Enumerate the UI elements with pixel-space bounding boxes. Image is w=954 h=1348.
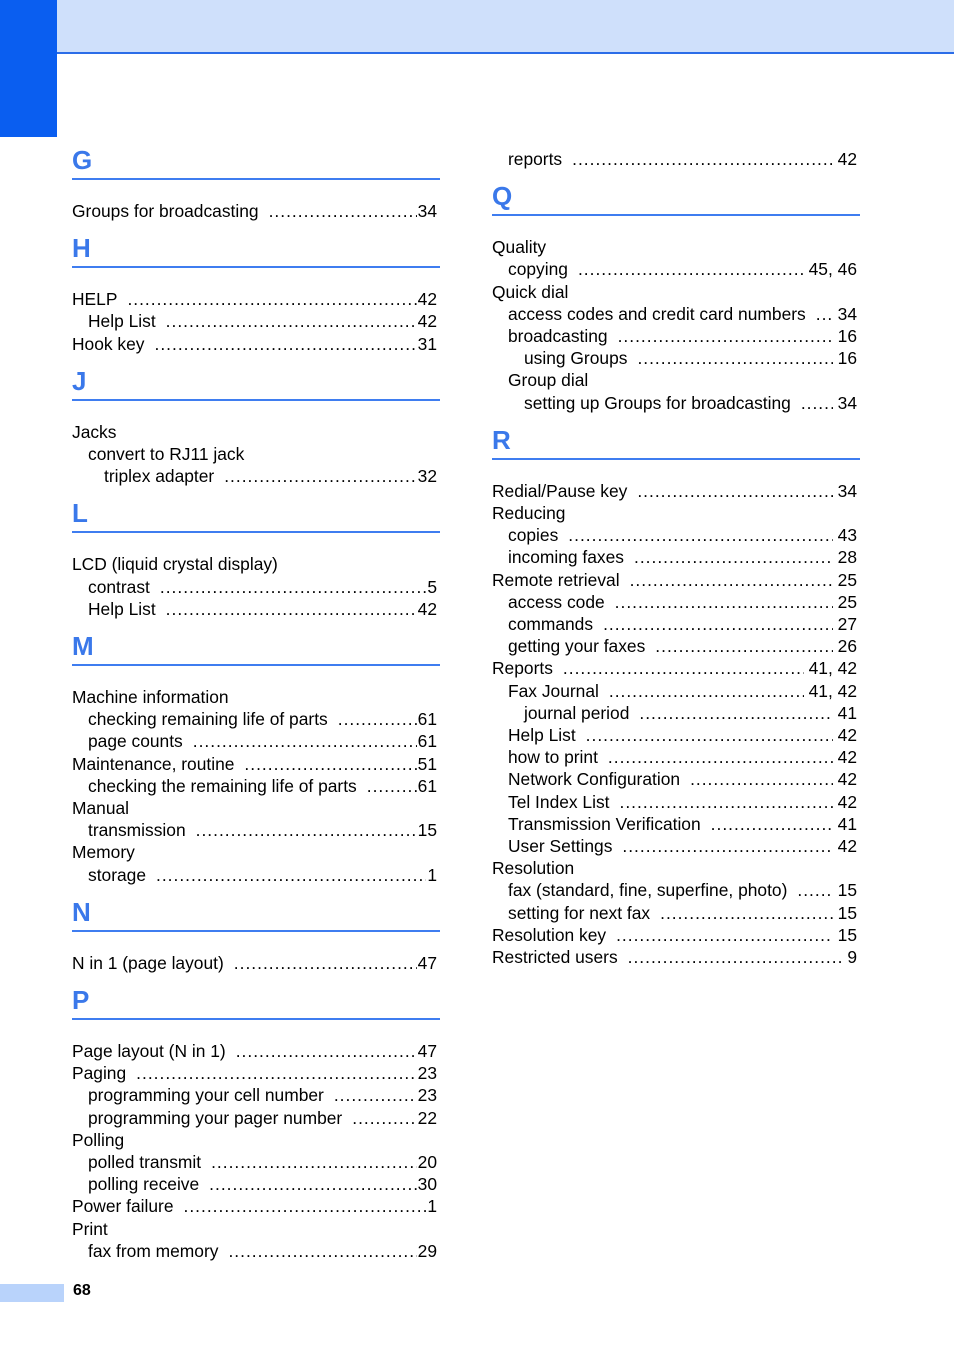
index-entry-page: 15 [837, 924, 857, 945]
index-entry-page: 15 [837, 880, 857, 901]
index-entry [492, 502, 857, 524]
dot-leader [655, 635, 832, 657]
index-entry-label: journal period [524, 702, 630, 723]
index-entry-label: Transmission Verification [508, 813, 701, 834]
index-entry [508, 813, 857, 835]
index-entry [508, 791, 857, 813]
index-entry-page: 34 [837, 480, 857, 501]
dot-leader [156, 864, 426, 886]
index-entry [508, 148, 857, 170]
index-entry-label: Jacks [72, 421, 117, 442]
section-divider [72, 178, 440, 180]
dot-leader [563, 657, 804, 679]
index-entry-page: 34 [837, 303, 857, 324]
index-entry-label: Paging [72, 1063, 127, 1084]
index-entry-page: 15 [837, 902, 857, 923]
index-entry-label: Groups for broadcasting [72, 201, 259, 221]
index-entry-label: convert to RJ11 jack [88, 444, 245, 464]
section-letter-n: N [72, 896, 91, 927]
index-entry [524, 347, 857, 369]
index-entry-label: Maintenance, routine [72, 753, 235, 774]
index-entry [88, 310, 437, 332]
section-divider [492, 214, 860, 216]
index-entry [72, 333, 437, 355]
index-entry-page: 16 [837, 348, 857, 369]
footer-bar [0, 1284, 64, 1302]
index-entry-page: 61 [417, 775, 437, 796]
dot-leader [615, 591, 833, 613]
index-entry-label: Fax Journal [508, 680, 599, 701]
index-entry [492, 857, 857, 879]
chapter-tab [0, 0, 57, 137]
index-entry-label: polled transmit [88, 1152, 202, 1172]
index-entry-page: 1 [427, 864, 437, 885]
header-band [0, 0, 954, 54]
index-entry-label: Help List [88, 311, 156, 332]
index-entry [88, 819, 437, 841]
index-entry-page: 42 [837, 747, 857, 768]
index-entry-label: access codes and credit card numbers [508, 303, 806, 324]
index-entry [508, 258, 857, 280]
section-letter-m: M [72, 631, 94, 661]
dot-leader [352, 1107, 416, 1129]
index-entry-label: Quick dial [492, 281, 569, 302]
dot-leader [620, 791, 833, 813]
index-entry [508, 879, 857, 901]
index-entry [508, 902, 857, 924]
index-entry [508, 746, 857, 768]
index-entry-page: 25 [837, 569, 857, 590]
index-entry-label: Polling [72, 1129, 125, 1150]
index-entry-page: 47 [417, 1041, 437, 1061]
index-entry [104, 465, 437, 487]
index-entry [88, 443, 437, 465]
dot-leader [639, 702, 832, 724]
dot-leader [367, 775, 417, 797]
index-entry [72, 753, 437, 775]
index-entry-page: 42 [417, 598, 437, 619]
index-entry-label: setting for next fax [508, 902, 651, 923]
index-entry-label: Memory [72, 842, 135, 863]
index-entry [492, 924, 857, 946]
dot-leader [586, 724, 833, 746]
index-entry-label: Power failure [72, 1196, 174, 1217]
index-entry [524, 392, 857, 414]
dot-leader [797, 879, 832, 901]
index-entry-label: incoming faxes [508, 547, 624, 568]
index-entry-label: reports [508, 149, 563, 169]
dot-leader [568, 524, 832, 546]
index-entry-label: HELP [72, 289, 118, 310]
index-entry-page: 30 [417, 1174, 437, 1195]
dot-leader [228, 1240, 416, 1262]
index-entry-label: checking remaining life of parts [88, 709, 328, 730]
index-entry [72, 1195, 437, 1217]
section-divider [72, 531, 440, 533]
dot-leader [236, 1040, 417, 1062]
index-entry-page: 23 [417, 1085, 437, 1106]
index-entry [88, 1107, 437, 1129]
dot-leader [609, 680, 804, 702]
dot-leader [660, 902, 833, 924]
index-entry-page: 42 [837, 725, 857, 745]
index-entry-label: Help List [88, 598, 156, 619]
page-number: 68 [73, 1282, 91, 1299]
index-entry-page: 31 [417, 333, 437, 354]
index-entry-page: 47 [417, 952, 437, 973]
index-entry-page: 61 [417, 709, 437, 730]
index-entry-label: copies [508, 525, 559, 546]
index-entry-label: Reducing [492, 503, 566, 523]
index-entry-label: Quality [492, 237, 547, 258]
index-entry-page: 5 [427, 576, 437, 597]
dot-leader [616, 924, 833, 946]
index-entry-label: fax (standard, fine, superfine, photo) [508, 880, 788, 901]
index-entry-page: 22 [417, 1107, 437, 1128]
index-entry-label: Page layout (N in 1) [72, 1041, 226, 1061]
dot-leader [711, 813, 833, 835]
index-entry-label: checking the remaining life of parts [88, 775, 357, 796]
index-entry-label: Print [72, 1218, 108, 1239]
index-entry-page: 42 [417, 311, 437, 332]
dot-leader [334, 1084, 417, 1106]
index-entry [508, 303, 857, 325]
index-entry-page: 42 [837, 791, 857, 812]
index-entry [72, 1218, 437, 1240]
index-entry-label: contrast [88, 576, 150, 597]
dot-leader [578, 258, 804, 280]
index-entry-label: Reports [492, 658, 553, 679]
dot-leader [816, 303, 833, 325]
index-entry-label: Resolution key [492, 924, 607, 945]
index-entry [88, 1173, 437, 1195]
index-entry [492, 657, 857, 679]
index-entry [508, 768, 857, 790]
index-entry [72, 1062, 437, 1084]
section-letter-l: L [72, 498, 88, 529]
section-letter-h: H [72, 233, 91, 264]
index-entry [72, 1129, 437, 1151]
index-entry [492, 480, 857, 502]
index-entry-label: Resolution [492, 858, 575, 879]
section-divider [72, 664, 440, 666]
index-entry [492, 236, 857, 258]
section-divider [492, 458, 860, 460]
dot-leader [630, 569, 833, 591]
dot-leader [603, 613, 833, 635]
dot-leader [196, 819, 417, 841]
index-entry-label: programming your pager number [88, 1107, 343, 1128]
index-entry-label: programming your cell number [88, 1085, 324, 1106]
dot-leader [193, 730, 417, 752]
index-entry-page: 34 [837, 392, 857, 413]
index-entry-label: Redial/Pause key [492, 480, 628, 501]
index-entry [88, 1240, 437, 1262]
index-entry-label: Hook key [72, 333, 145, 354]
index-entry [508, 546, 857, 568]
index-entry [72, 288, 437, 310]
dot-leader [628, 946, 843, 968]
index-entry-page: 16 [837, 326, 857, 346]
index-entry [72, 421, 437, 443]
index-entry [72, 200, 437, 222]
index-entry-label: triplex adapter [104, 466, 215, 487]
index-entry-page: 15 [417, 820, 437, 841]
section-letter-q: Q [492, 181, 513, 212]
dot-leader [608, 746, 833, 768]
dot-leader [155, 333, 417, 355]
index-entry [508, 680, 857, 702]
section-divider [72, 1018, 440, 1020]
dot-leader [166, 598, 417, 620]
dot-leader [127, 288, 416, 310]
index-entry-label: transmission [88, 820, 186, 841]
index-entry-page: 45, 46 [808, 259, 857, 280]
index-entry [88, 775, 437, 797]
section-letter-r: R [492, 424, 511, 455]
index-entry-label: Machine information [72, 687, 229, 707]
index-entry-page: 29 [417, 1240, 437, 1261]
index-entry-page: 23 [417, 1063, 437, 1084]
dot-leader [572, 148, 833, 170]
index-entry [72, 797, 437, 819]
index-entry [508, 325, 857, 347]
section-letter-p: P [72, 985, 90, 1015]
index-entry [88, 598, 437, 620]
dot-leader [618, 325, 833, 347]
index-entry-page: 42 [837, 836, 857, 856]
section-divider [72, 930, 440, 932]
index-entry [508, 591, 857, 613]
index-entry-page: 25 [837, 591, 857, 612]
index-entry [492, 946, 857, 968]
index-entry-label: LCD (liquid crystal display) [72, 554, 278, 575]
index-entry-label: Tel Index List [508, 791, 610, 812]
index-entry [508, 613, 857, 635]
index-entry-label: polling receive [88, 1174, 200, 1195]
index-entry-label: using Groups [524, 348, 628, 369]
index-entry-label: Network Configuration [508, 769, 681, 790]
index-entry-page: 43 [837, 525, 857, 546]
dot-leader [801, 392, 833, 414]
dot-leader [244, 753, 416, 775]
index-entry-page: 51 [417, 753, 437, 774]
dot-leader [166, 310, 417, 332]
dot-leader [637, 480, 832, 502]
index-entry [508, 724, 857, 746]
index-entry-page: 41, 42 [808, 658, 857, 679]
index-entry-page: 27 [837, 614, 857, 634]
index-entry-page: 42 [837, 769, 857, 790]
index-entry [72, 841, 437, 863]
dot-leader [224, 465, 416, 487]
dot-leader [690, 768, 833, 790]
index-entry-label: Remote retrieval [492, 569, 620, 590]
dot-leader [234, 952, 417, 974]
dot-leader [622, 835, 832, 857]
index-entry-page: 41 [837, 702, 857, 723]
index-entry-page: 61 [417, 731, 437, 752]
section-divider [72, 266, 440, 268]
index-entry-label: copying [508, 259, 568, 280]
index-entry-page: 41 [837, 813, 857, 834]
index-entry [72, 553, 437, 575]
dot-leader [338, 708, 417, 730]
index-entry [88, 1084, 437, 1106]
index-entry [72, 1040, 437, 1062]
index-entry-page: 42 [417, 289, 437, 310]
index-entry [88, 730, 437, 752]
dot-leader [211, 1151, 417, 1173]
section-divider [72, 399, 440, 401]
dot-leader [209, 1173, 416, 1195]
index-entry [492, 281, 857, 303]
index-entry-page: 28 [837, 547, 857, 568]
index-entry-page: 34 [417, 201, 437, 221]
index-entry-label: getting your faxes [508, 636, 646, 657]
index-entry-label: Restricted users [492, 947, 618, 967]
index-entry-label: broadcasting [508, 326, 608, 346]
index-entry-page: 9 [847, 947, 857, 967]
index-entry-label: setting up Groups for broadcasting [524, 392, 791, 413]
index-entry [524, 702, 857, 724]
index-entry-label: how to print [508, 747, 598, 768]
index-entry-label: fax from memory [88, 1240, 219, 1261]
index-entry-page: 20 [417, 1152, 437, 1172]
index-entry [508, 524, 857, 546]
index-entry-label: page counts [88, 731, 183, 752]
index-entry-label: storage [88, 864, 147, 885]
index-entry-page: 1 [427, 1196, 437, 1217]
section-letter-g: G [72, 145, 93, 175]
index-entry [88, 576, 437, 598]
index-entry [88, 708, 437, 730]
index-entry-label: Manual [72, 798, 130, 818]
dot-leader [184, 1195, 427, 1217]
index-entry-label: Group dial [508, 370, 589, 391]
dot-leader [637, 347, 832, 369]
section-letter-j: J [72, 365, 87, 396]
dot-leader [634, 546, 833, 568]
index-entry [88, 864, 437, 886]
dot-leader [136, 1062, 417, 1084]
index-entry-label: Help List [508, 725, 576, 745]
dot-leader [269, 200, 417, 222]
index-entry [88, 1151, 437, 1173]
index-entry-label: N in 1 (page layout) [72, 952, 224, 973]
index-entry-label: User Settings [508, 836, 613, 856]
index-entry [72, 952, 437, 974]
index-entry [508, 369, 857, 391]
dot-leader [160, 576, 426, 598]
index-entry [72, 686, 437, 708]
index-entry-page: 32 [417, 466, 437, 487]
index-entry [508, 835, 857, 857]
index-entry-label: commands [508, 614, 594, 634]
index-entry-label: access code [508, 591, 605, 612]
index-entry-page: 42 [837, 149, 857, 169]
index-entry-page: 26 [837, 636, 857, 657]
index-entry [508, 635, 857, 657]
index-entry-page: 41, 42 [808, 680, 857, 701]
index-entry [492, 569, 857, 591]
